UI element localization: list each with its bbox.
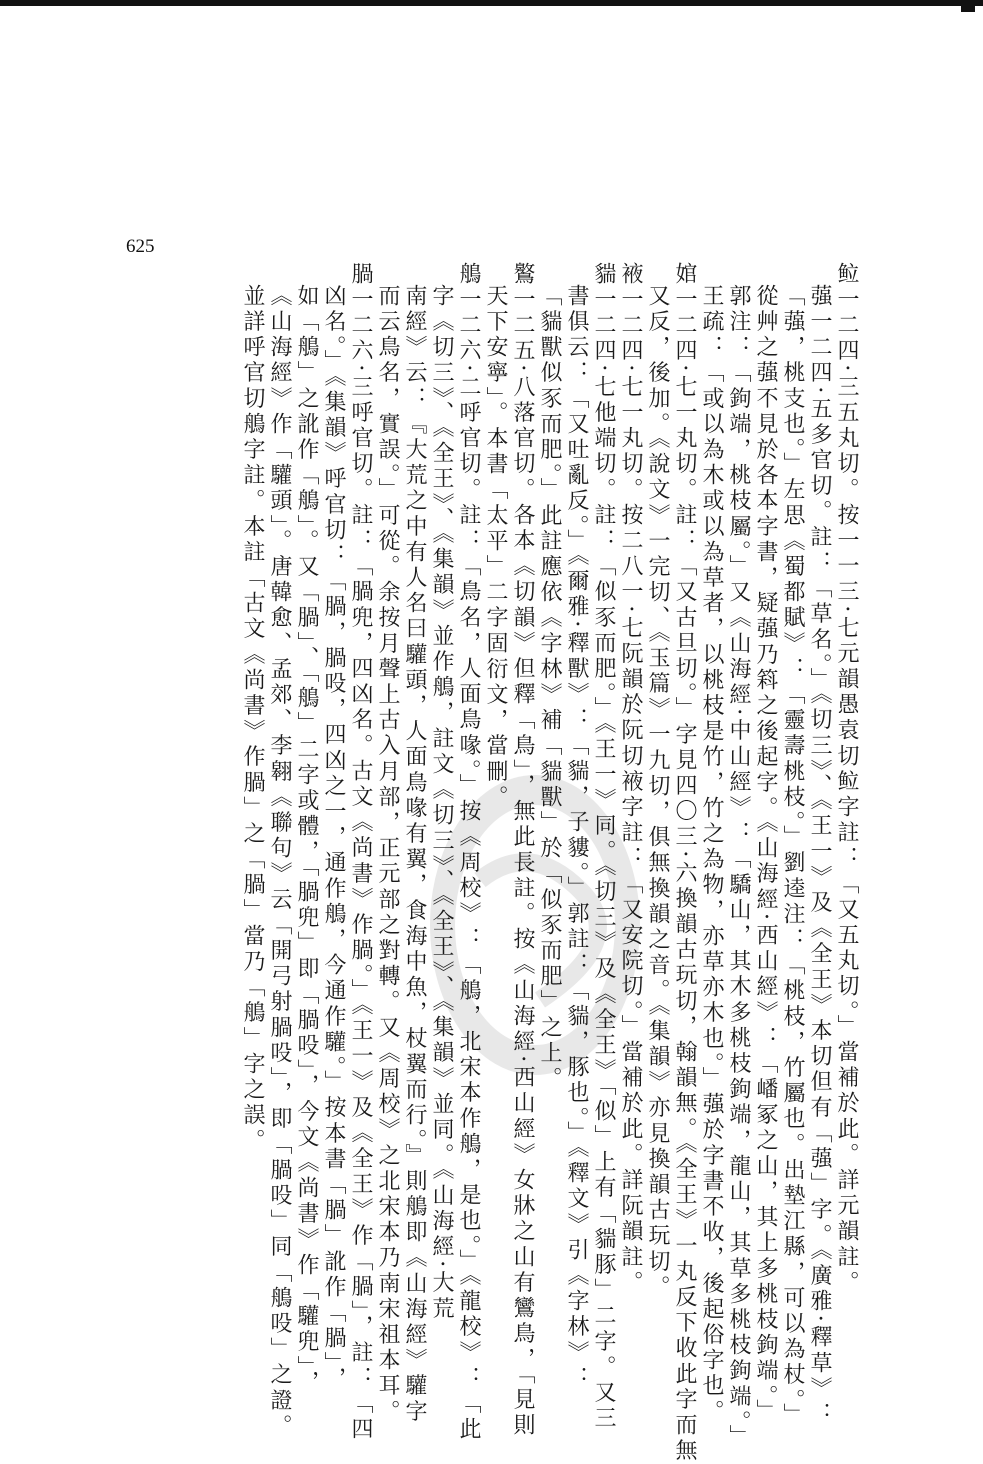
text-column: 「貒獸似豕而肥。」此註應依《字林》補「貒獸」於「似豕而肥」之上。 [537,284,562,1093]
text-column: 腡一二六·三呼官切。註：「腡兜，四凶名。古文《尚書》作腡。」《王一》及《全王》作「腡」，註：「四 [348,262,373,1443]
text-column: 「蔃，桃支也。」左思《蜀都賦》：「靈壽桃枝。」劉逵注：「桃枝，竹屬也。出墊江縣，可以為杖。」 [780,284,805,1429]
text-column: 南經》云：『大荒之中有人名曰驩頭，人面鳥喙有翼，食海中魚，杖翼而行。』則鵃即《山海經》驩字 [402,284,427,1425]
text-column: 從艸之蔃不見於各本字書，疑蔃乃䈖之後起字。《山海經·西山經》：「嶓冢之山，其上多桃枝鉤端。」 [753,284,778,1425]
text-column: 而云鳥名，實誤。」可從。余按月聲上古入月部，正元部之對轉。又《周校》之北宋本乃南宋祖本耳。 [375,284,400,1425]
text-column: 鵃一二六·二呼官切。註：「鳥名，人面鳥喙。」按《周校》：「鵃，北宋本作鵃，是也。」《龍校》：「此 [456,262,481,1443]
text-column: 䘸一二四·七一丸切。按二八一·七阮韻於阮切䘸字註：「又安院切。」當補於此。詳阮韻註。 [618,262,643,1297]
text-column: 王疏：「或以為木或以為草者，以桃枝是竹，竹之為物，亦草亦木也。」蔃於字書不收，後起俗字也。 [699,284,724,1425]
page-number: 625 [126,236,155,257]
text-column: 貒一二四·七他端切。註：「似豕而肥。」《王一》同。《切三》及《全王》「似」上有「貒豚」二字。又三 [591,262,616,1432]
top-border-rule [0,0,983,6]
text-column: 《山海經》作「驩頭」。唐韓愈、孟郊、李翱《聯句》云「開弓射腡吺」，即「腡吺」同「鵃吺」之證。 [267,284,292,1440]
text-column: 婠一二四·七一丸切。註：「又古旦切。」字見四〇三·六換韻古玩切，翰韻無。《全王》一丸反下收此字而無 [672,262,697,1464]
text-column: 蔃一二四·五多官切。註：「草名。」《切三》、《王一》及《全王》本切但有「蔃」字。《廣雅·釋草》： [807,284,832,1428]
text-column: 書俱云：「又吐亂反。」《爾雅·釋獸》：「貒，子貗。」郭註：「貒，豚也。」《釋文》引《字林》： [564,284,589,1392]
text-column: 並詳呼官切鵃字註。本註「古文《尚書》作腡」之「腡」當乃「鵃」字之誤。 [240,284,265,1155]
text-column: 鸄一二五·八落官切。各本《切韻》但釋「鳥」，無此長註。按《山海經·西山經》女牀之山有鸞鳥，「見則 [510,262,535,1439]
text-column: 凶名。」《集韻》呼官切：「腡，腡吺，四凶之一，通作鵃，今通作驩。」按本書「腡」訛作「腡」， [321,284,346,1392]
text-column: 又反，後加。《說文》一完切、《玉篇》一九切，俱無換韻之音。《集韻》亦見換韻古玩切。 [645,284,670,1301]
text-column: 天下安寧」。本書「太平」二字固衍文，當刪。 [483,284,508,811]
text-column: 字《切三》、《全王》、《集韻》並作鵃，註文《切三》、《全王》、《集韻》並同。《山海經·大荒 [429,284,454,1322]
top-corner-mark [961,2,975,12]
text-column: 如「鵃」之訛作「鵃」。又「腡」、「鵃」二字或體，「腡兜」即「腡吺」，今文《尚書》作「驩兜」， [294,284,319,1396]
vertical-text-body [120,262,860,1464]
text-column: 䲞一二四·三五丸切。按一一三·七元韻愚袁切䲞字註：「又五丸切。」當補於此。詳元韻註。 [834,262,859,1297]
text-column: 郭注：「鉤端，桃枝屬。」又《山海經·中山經》：「驕山，其木多桃枝鉤端，龍山，其草多桃枝鉤端。」 [726,284,751,1451]
